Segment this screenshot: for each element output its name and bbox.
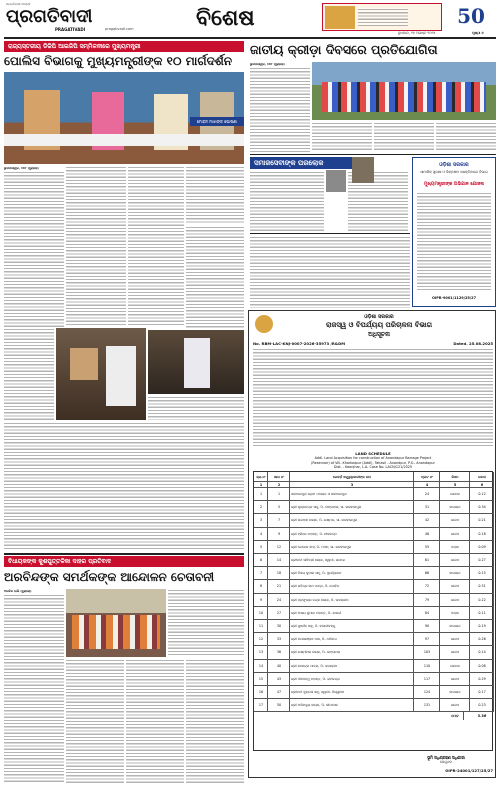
ad1-title: ଓଡ଼ିଶା ସରକାର <box>439 162 469 168</box>
govt-notice <box>248 310 496 778</box>
masthead-site: pragativadi.com <box>105 27 134 31</box>
table-colnum-2: 3 <box>290 482 414 488</box>
table-row-11-5: 0.26 <box>470 633 494 646</box>
table-row-5-0: 6 <box>254 554 268 567</box>
story4-kicker: ବିଧାୟକଙ୍କ କୁଶପୁତ୍ତଳିକା ଦାହର ପ୍ରତିବାଦ <box>4 556 244 567</box>
table-row-5-2: ଶ୍ରୀମତୀ ସାବିତ୍ରୀ ନାୟକ, ସ୍ୱାମୀ- ରମେଶ <box>290 554 414 567</box>
table-row-2-2: ଶ୍ରୀ ଭଗବାନ ନାୟକ, ପି- ଲକ୍ଷ୍ମଣ, ସା- ଖରବାଇପୁର <box>290 514 414 527</box>
table-row-4-0: 5 <box>254 541 268 554</box>
table-row-15-0: 16 <box>254 686 268 699</box>
table-header-1: ଖାତା ନଂ <box>268 472 290 482</box>
schedule-line3: Dist. - Keonjhar, L.A. Case No. LACN/121/2025 <box>333 465 413 469</box>
story1-headline: ପୋଲିସ ବିଭାଗକୁ ମୁଖ୍ୟମନ୍ତ୍ରୀଙ୍କ ୧୦ ମାର୍ଗଦର୍ଶନ <box>4 54 233 68</box>
table-row-8-2: ଶ୍ରୀ ପ୍ରଫୁଲ୍ଲ ଚନ୍ଦ୍ର ନାୟକ, ପି- ଉଦୟନାଥ <box>290 594 414 607</box>
table-row-7-0: 8 <box>254 580 268 593</box>
table-row-10-1: 30 <box>268 620 290 633</box>
table-row-12-4: ଶାରଦ <box>440 646 470 659</box>
emblem-icon <box>255 315 273 333</box>
table-row-14-4: ଶାରଦ <box>440 673 470 686</box>
table-header-4: କିସମ <box>440 472 470 482</box>
table-row-1-4: ବାଗାୟତ <box>440 501 470 514</box>
table-row-3-5: 0.18 <box>470 528 494 541</box>
table-row-15-5: 0.17 <box>470 686 494 699</box>
table-row-15-1: 47 <box>268 686 290 699</box>
ad1-ref: OIPR-9001/1129/25/27 <box>431 296 477 300</box>
table-row-13-2: ଶ୍ରୀ ନରେନ୍ଦ୍ର ପାତ୍ର, ପି- ଜଗନ୍ନାଥ <box>290 660 414 673</box>
schedule-title: LAND SCHEDULE <box>355 451 391 456</box>
table-row-13-1: 40 <box>268 660 290 673</box>
govt-ad-box <box>412 157 496 307</box>
table-row-2-0: 3 <box>254 514 268 527</box>
table-row-3-2: ଶ୍ରୀ ହରିହର ମହାନ୍ତ, ପି- ନୀଳକଣ୍ଠ <box>290 528 414 541</box>
table-row-10-2: ଶ୍ରୀ ସୁଦର୍ଶନ ସାହୁ, ପି- ବାଉରୀବନ୍ଧୁ <box>290 620 414 633</box>
notice-ref: OIPR-24001/127/25/27 <box>445 768 493 773</box>
table-row-7-5: 0.31 <box>470 580 494 593</box>
table-row-0-4: ଗୋଚର <box>440 488 470 501</box>
ad1-line: ମୁଖ୍ୟମନ୍ତ୍ରୀଙ୍କ ଅଭିଯାନ ଯୋଜନା <box>424 182 484 187</box>
table-row-14-3: 117 <box>414 673 440 686</box>
table-row-10-3: 90 <box>414 620 440 633</box>
table-row-3-3: 48 <box>414 528 440 541</box>
table-row-12-1: 36 <box>268 646 290 659</box>
story1-col3 <box>128 166 184 327</box>
story2-headline: ଜାତୀୟ କ୍ରୀଡ଼ା ଦିବସରେ ପ୍ରତିଯୋଗିତା <box>250 42 438 57</box>
table-header-3: ପ୍ଲଟ ନଂ <box>414 472 440 482</box>
story4-photo <box>66 589 166 657</box>
table-row-14-0: 15 <box>254 673 268 686</box>
table-row-16-4: ଶାରଦ <box>440 699 470 712</box>
table-row-10-4: ବାଗାୟତ <box>440 620 470 633</box>
notice-body <box>253 348 493 448</box>
story2-byline: ଭୁବନେଶ୍ୱର, ୨୬ା୮ (ବ୍ୟୁରୋ) <box>250 62 285 66</box>
notice-dept: ରାଜସ୍ୱ ଓ ବିପର୍ଯ୍ୟୟ ପରିଚାଳନା ବିଭାଗ <box>325 321 433 329</box>
table-row-2-3: 42 <box>414 514 440 527</box>
table-row-4-1: 12 <box>268 541 290 554</box>
table-row-4-3: 55 <box>414 541 440 554</box>
story1-col4 <box>186 166 244 224</box>
table-row-1-3: 31 <box>414 501 440 514</box>
table-row-7-1: 21 <box>268 580 290 593</box>
table-row-8-0: 9 <box>254 594 268 607</box>
story1-kicker: ରାଜ୍ୟସ୍ତରୀୟ ଡିଜିପି ଆଇଜିପି ସମ୍ମିଳନୀରେ ମୁଖ୍ୟମନ୍ତ୍ରୀ <box>4 41 244 52</box>
table-row-12-0: 13 <box>254 646 268 659</box>
table-row-10-0: 11 <box>254 620 268 633</box>
table-row-4-5: 0.09 <box>470 541 494 554</box>
table-row-13-5: 0.08 <box>470 660 494 673</box>
table-row-7-2: ଶ୍ରୀ ରବିନ୍ଦ୍ର ନାଥ ପାତ୍ର, ପି- ଗୋବିନ୍ଦ <box>290 580 414 593</box>
table-row-3-0: 4 <box>254 528 268 541</box>
masthead-rule <box>4 37 496 39</box>
table-row-13-3: 110 <box>414 660 440 673</box>
table-row-14-1: 43 <box>268 673 290 686</box>
table-row-1-5: 0.34 <box>470 501 494 514</box>
table-row-11-4: ଶାରଦ <box>440 633 470 646</box>
notice-govt: ଓଡ଼ିଶା ସରକାର <box>364 314 394 320</box>
table-row-9-1: 27 <box>268 607 290 620</box>
notice-sign-place: କେନ୍ଦୁଝର <box>439 760 452 764</box>
story2-photo <box>312 62 496 120</box>
table-row-3-1: 9 <box>268 528 290 541</box>
table-row-0-1: 1 <box>268 488 290 501</box>
table-row-14-2: ଶ୍ରୀ ଦୀନବନ୍ଧୁ ମହାନ୍ତ, ପି- ରାମଚନ୍ଦ୍ର <box>290 673 414 686</box>
masthead-top-line: ପ୍ରଗତିବାଦୀ ସଂଗ୍ରହ <box>6 2 31 6</box>
table-row-9-5: 0.11 <box>470 607 494 620</box>
story1-byline: ଭୁବନେଶ୍ୱର, ୨୬ା୮ (ବ୍ୟୁରୋ) <box>4 166 39 170</box>
story1-col2 <box>66 166 126 327</box>
table-row-4-4: ଦଣ୍ଡା <box>440 541 470 554</box>
story1-photo3 <box>148 330 244 394</box>
table-header-5: ରକବା <box>470 472 494 482</box>
table-row-5-4: ଶାରଦ <box>440 554 470 567</box>
table-total-value: 3.36 <box>477 714 487 719</box>
table-row-5-3: 61 <box>414 554 440 567</box>
table-row-16-5: 0.23 <box>470 699 494 712</box>
table-row-0-3: 24 <box>414 488 440 501</box>
table-row-9-3: 84 <box>414 607 440 620</box>
notice-dated: Dated. 25.08.2025 <box>453 341 493 346</box>
table-row-2-5: 0.21 <box>470 514 494 527</box>
table-row-11-2: ଶ୍ରୀ ମନୋରଞ୍ଜନ ଦାସ, ପି- ଧର୍ମାନନ୍ଦ <box>290 633 414 646</box>
temple-image <box>325 6 355 29</box>
table-row-2-4: ଶାରଦ <box>440 514 470 527</box>
table-row-7-3: 72 <box>414 580 440 593</box>
table-row-12-5: 0.14 <box>470 646 494 659</box>
notice-heading: ଅଧିସୂଚନା <box>368 331 390 338</box>
story4-byline: ଅରବିନ୍ଦ ଧାଲି (ବ୍ୟୁରୋ) <box>4 589 32 593</box>
masthead-logo-sub: PRAGATIVADI <box>55 27 86 32</box>
table-row-16-3: 131 <box>414 699 440 712</box>
table-row-8-1: 24 <box>268 594 290 607</box>
table-row-6-4: ବାଗାୟତ <box>440 567 470 580</box>
table-row-9-2: ଶ୍ରୀ ଅକ୍ଷୟ କୁମାର ମହାନ୍ତ, ପି- କାଳନ୍ଦୀ <box>290 607 414 620</box>
notice-sign-name: ଭୂମି ଅଧିଗ୍ରହଣ ଅଧିକାରୀ <box>427 755 465 760</box>
table-row-10-5: 0.19 <box>470 620 494 633</box>
table-row-16-2: ଶ୍ରୀ ଅଭିମନ୍ୟୁ ନାୟକ, ପି- ଭୀମସେନ <box>290 699 414 712</box>
table-header-0: କ୍ର.ନଂ <box>254 472 268 482</box>
land-schedule-table <box>253 471 493 751</box>
story1-tag: ମୋହନ ମାଝୀଙ୍କ ଘୋଷଣା <box>190 117 244 126</box>
table-row-15-3: 124 <box>414 686 440 699</box>
section-title: ବିଶେଷ <box>196 5 255 31</box>
table-row-13-0: 14 <box>254 660 268 673</box>
schedule-line1: Addl. Land Acquisition for construction of Anandapur Barrage Project <box>314 456 432 460</box>
story1-photo2 <box>56 328 146 420</box>
table-row-3-4: ଶାରଦ <box>440 528 470 541</box>
table-row-1-2: ଶ୍ରୀ କୃଷ୍ଣଚନ୍ଦ୍ର ସାହୁ, ପି- ଗଙ୍ଗାଧର, ସା- ଖରବାଇପୁର <box>290 501 414 514</box>
table-row-11-3: 97 <box>414 633 440 646</box>
table-row-8-5: 0.22 <box>470 594 494 607</box>
table-row-15-4: ବାଗାୟତ <box>440 686 470 699</box>
table-row-7-4: ଶାରଦ <box>440 580 470 593</box>
table-row-1-0: 2 <box>254 501 268 514</box>
obituary-photo <box>326 170 346 192</box>
page-number: ପୃଷ୍ଠା ୭ <box>472 31 484 35</box>
table-row-8-3: 79 <box>414 594 440 607</box>
table-row-16-1: 50 <box>268 699 290 712</box>
table-row-12-2: ଶ୍ରୀ ଲକ୍ଷ୍ମୀଧର ନାୟକ, ପି- ଗଙ୍ଗାଧର <box>290 646 414 659</box>
ad1-sub: ସାମାଜିକ ସୁରକ୍ଷା ଓ ଭିନ୍ନକ୍ଷମ ସଶକ୍ତିକରଣ ବିଭାଗ <box>420 170 488 174</box>
table-row-1-1: 5 <box>268 501 290 514</box>
table-row-6-1: 18 <box>268 567 290 580</box>
schedule-line2: (Reservoir) of Vill- Kharbaipur (Addl), Tahasil - Anandpur, P.S.- Anandapur <box>311 460 435 465</box>
table-row-8-4: ଶାରଦ <box>440 594 470 607</box>
anniversary-badge: 50 <box>457 4 485 28</box>
table-row-9-4: ଦଣ୍ଡା <box>440 607 470 620</box>
story1-col1 <box>4 171 64 327</box>
table-header-2: ରେକର୍ଡ଼ ସତ୍ତ୍ୱାଧିକାରୀଙ୍କ ନାମ <box>290 472 414 482</box>
table-row-6-2: ଶ୍ରୀ ବିଜୟ କୁମାର ସାହୁ, ପି- ଦୁର୍ଯ୍ୟୋଧନ <box>290 567 414 580</box>
table-row-6-0: 7 <box>254 567 268 580</box>
table-row-2-1: 7 <box>268 514 290 527</box>
table-colnum-3: 4 <box>414 482 440 488</box>
table-row-12-3: 103 <box>414 646 440 659</box>
table-row-16-0: 17 <box>254 699 268 712</box>
table-colnum-5: 6 <box>470 482 494 488</box>
table-colnum-0: 1 <box>254 482 268 488</box>
table-total-label: ମୋଟ <box>254 712 464 720</box>
table-row-11-1: 33 <box>268 633 290 646</box>
table-row-0-5: 0.12 <box>470 488 494 501</box>
story4-headline: ଅରବିନ୍ଦଙ୍କ ସମର୍ଥକଙ୍କ ଆନ୍ଦୋଳନ ଚେତାବନୀ <box>4 570 215 584</box>
table-row-0-0: 1 <box>254 488 268 501</box>
notice-number: No. RBM-LAC-KNJ-0007-2026-35973 /R&DM <box>253 341 346 346</box>
story1-continuation <box>4 422 244 550</box>
table-row-6-3: 66 <box>414 567 440 580</box>
table-row-0-2: ଖରବାଇପୁର ଗ୍ରାମ ପଞ୍ଚାୟତ ଓ ଖରବାଇପୁର <box>290 488 414 501</box>
table-row-5-1: 14 <box>268 554 290 567</box>
masthead-logo: ପ୍ରଗତିବାଦୀ <box>6 6 93 27</box>
table-row-11-0: 12 <box>254 633 268 646</box>
table-row-14-5: 0.29 <box>470 673 494 686</box>
masthead-ad <box>322 3 442 31</box>
table-row-5-5: 0.27 <box>470 554 494 567</box>
table-row-15-2: ଶ୍ରୀମତୀ କୁନ୍ତଳା ସାହୁ, ସ୍ୱାମୀ- ବିଶ୍ୱନାଥ <box>290 686 414 699</box>
table-row-9-0: 10 <box>254 607 268 620</box>
table-row-6-5: 0.15 <box>470 567 494 580</box>
table-colnum-1: 2 <box>268 482 290 488</box>
story3-headline: ସମାଜସେବୀଙ୍କ ପରଲୋକ <box>250 157 370 169</box>
ad1-photo-small <box>352 157 374 183</box>
date-line: ବୁଧବାର, ୨୭ ଅଗଷ୍ଟ ୨୦୨୫ <box>398 31 436 35</box>
table-row-4-2: ଶ୍ରୀ ଗୋପାଳ ଦାସ, ପି- ମଦନ, ସା- ଖରବାଇପୁର <box>290 541 414 554</box>
table-row-13-4: ଗୋଚର <box>440 660 470 673</box>
table-colnum-4: 5 <box>440 482 470 488</box>
